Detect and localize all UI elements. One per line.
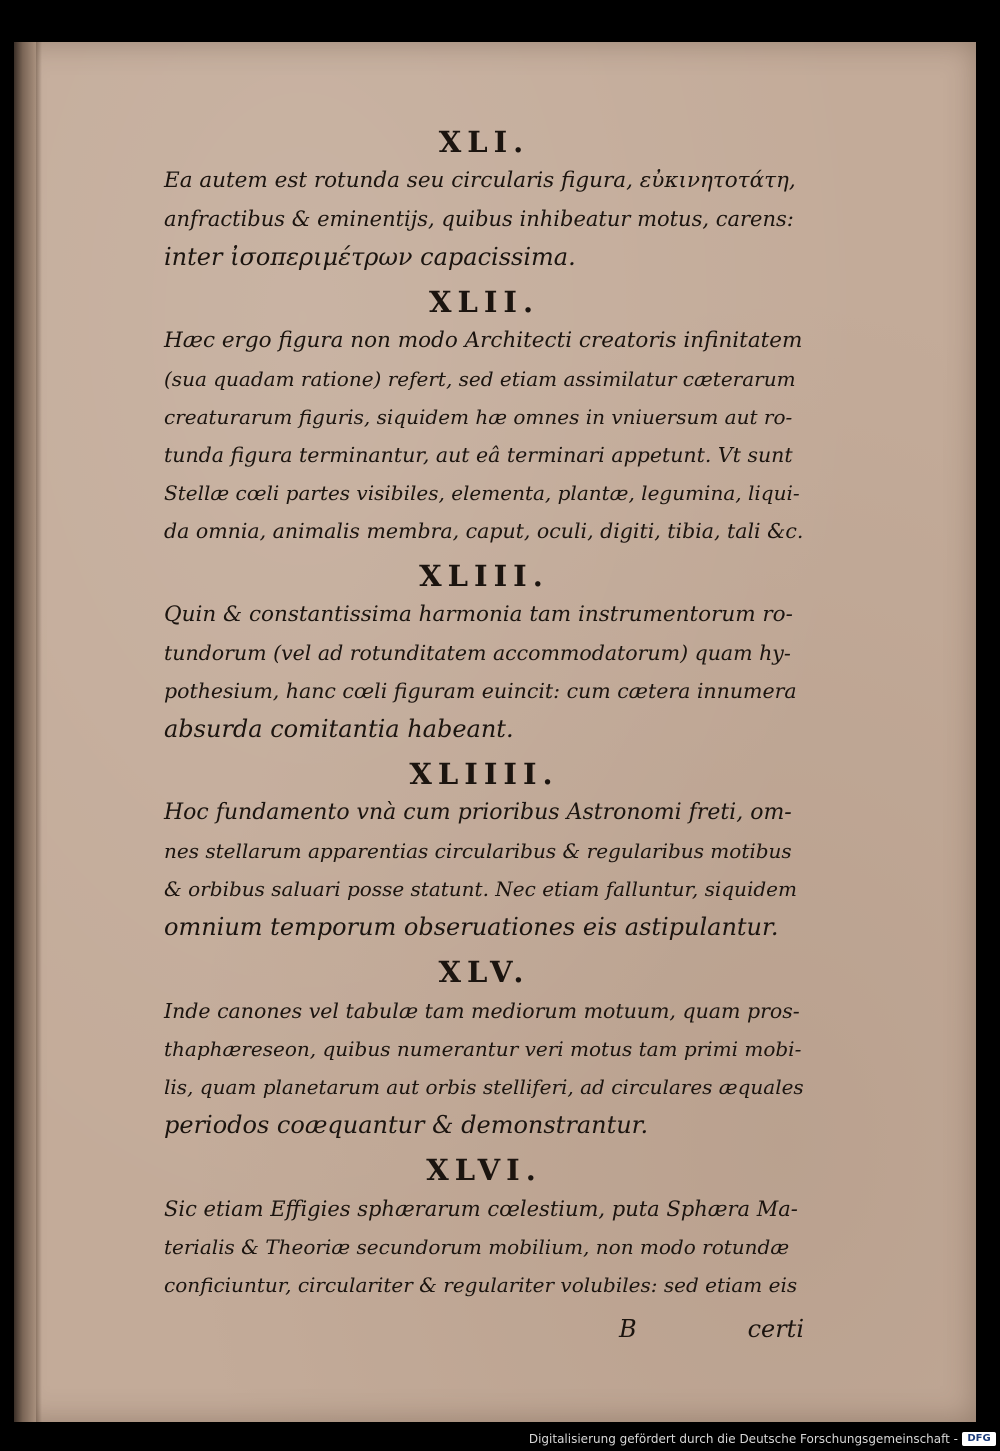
section-paragraph (164, 596, 804, 748)
section-numeral: XLIIII. (409, 757, 559, 791)
section-paragraph (164, 1190, 804, 1304)
section-numeral: XLII. (428, 285, 540, 319)
text-line: lis, quam planetarum aut orbis stelliferi, ad circulares æquales (164, 1075, 804, 1099)
text-line: periodos coæquantur & demonstrantur. (164, 1111, 649, 1139)
thesis-section (164, 122, 804, 276)
text-line: terialis & Theoriæ secundorum mobilium, non modo rotundæ (164, 1235, 790, 1259)
thesis-sections (164, 122, 804, 1304)
text-line: tundorum (vel ad rotunditatem accommodatorum) quam hy- (164, 641, 791, 665)
text-line: Inde canones vel tabulæ tam mediorum motuum, quam pros- (164, 999, 800, 1023)
section-paragraph (164, 794, 804, 946)
text-line: Quin & constantissima harmonia tam instrumentorum ro- (164, 602, 793, 627)
page-fold-shadow (36, 42, 42, 1422)
thesis-section (164, 952, 804, 1144)
text-line: (sua quadam ratione) refert, sed etiam assimilatur cæterarum (164, 367, 796, 391)
book-binding-edge (14, 42, 36, 1422)
text-line: absurda comitantia habeant. (164, 715, 514, 743)
text-line: & orbibus saluari posse statunt. Nec etiam falluntur, siquidem (164, 877, 797, 901)
thesis-section (164, 556, 804, 748)
text-line: creaturarum figuris, siquidem hæ omnes in vniuersum aut ro- (164, 405, 793, 429)
section-paragraph (164, 992, 804, 1144)
text-line: Stellæ cœli partes visibiles, elementa, plantæ, legumina, liqui- (164, 481, 800, 505)
section-paragraph (164, 162, 804, 276)
text-line: anfractibus & eminentijs, quibus inhibeatur motus, carens: (164, 207, 794, 231)
thesis-section (164, 754, 804, 946)
section-paragraph (164, 322, 804, 550)
section-numeral: XLIII. (419, 559, 549, 593)
thesis-section (164, 282, 804, 550)
section-numeral: XLI. (438, 125, 530, 159)
signature-mark: B (619, 1315, 637, 1343)
text-line: nes stellarum apparentias circularibus & regularibus motibus (164, 839, 792, 863)
text-line: pothesium, hanc cœli figuram euincit: cum cætera innumera (164, 679, 797, 703)
text-line: inter ἰσοπεριμέτρων capacissima. (164, 243, 576, 271)
text-line: da omnia, animalis membra, caput, oculi, digiti, tibia, tali &c. (164, 519, 804, 543)
text-line: omnium temporum obseruationes eis astipulantur. (164, 913, 779, 941)
book-page (14, 42, 976, 1422)
text-line: Sic etiam Effigies sphærarum cœlestium, puta Sphæra Ma- (164, 1197, 798, 1221)
section-numeral: XLV. (438, 955, 530, 989)
dfg-logo: DFG (962, 1432, 996, 1446)
text-line: tunda figura terminantur, aut eâ terminari appetunt. Vt sunt (164, 443, 793, 467)
text-line: Hoc fundamento vnà cum prioribus Astronomi freti, om- (164, 800, 792, 825)
text-line: conficiuntur, circulariter & regulariter volubiles: sed etiam eis (164, 1273, 798, 1297)
catchword: certi (747, 1315, 804, 1343)
digitization-credit-bar (0, 1428, 1000, 1451)
text-line: thaphæreseon, quibus numerantur veri motus tam primi mobi- (164, 1037, 802, 1061)
digitization-credit-text: Digitalisierung gefördert durch die Deutsche Forschungsgemeinschaft - (528, 1432, 958, 1446)
text-line: Hæc ergo figura non modo Architecti creatoris infinitatem (164, 328, 803, 353)
page-text-block (164, 122, 804, 1348)
text-line: Ea autem est rotunda seu circularis figura, εὐκινητοτάτη, (164, 168, 796, 193)
thesis-section (164, 1150, 804, 1304)
section-numeral: XLVI. (426, 1153, 542, 1187)
page-footer-row (164, 1310, 804, 1348)
